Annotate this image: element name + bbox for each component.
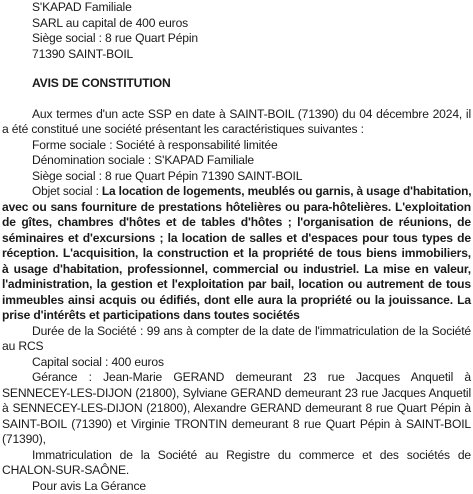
gerance-line-1: SENNECEY-LES-DIJON (21800), Sylviane GERAND demeurant 23 rue Jacques Anquetil xyxy=(2,386,471,402)
objet-line-5: à usage d'habitation, professionnel, commercial ou industriel. La mise en valeur, xyxy=(2,262,471,278)
closing-line: Pour avis La Gérance xyxy=(2,479,471,494)
field-siege: Siège social : 8 rue Quart Pépin 71390 SAINT-BOIL xyxy=(2,169,471,185)
intro-line-2: a été constitué une société présentant les caractéristiques suivantes : xyxy=(2,122,471,138)
objet-line-8: prise d'intérêts et participations dans toutes sociétés xyxy=(2,308,471,324)
company-name: S'KAPAD Familiale xyxy=(2,0,471,16)
field-denomination: Dénomination sociale : S'KAPAD Familiale xyxy=(2,153,471,169)
gerance-line-0: Gérance : Jean-Marie GERAND demeurant 23 rue Jacques Anquetil à xyxy=(2,370,471,386)
objet-label-wrap xyxy=(32,184,471,200)
objet-line-0: La location de logements, meublés ou garnis, à usage d'habitation, xyxy=(102,184,471,198)
immatriculation-line-2: CHALON-SUR-SAÔNE. xyxy=(2,463,471,479)
gerance-line-4: (71390), xyxy=(2,432,471,448)
objet-first-line xyxy=(2,184,471,200)
capital-social: Capital social : 400 euros xyxy=(2,355,471,371)
field-forme: Forme sociale : Société à responsabilité limitée xyxy=(2,138,471,154)
legal-notice xyxy=(2,0,471,494)
company-seat: Siège social : 8 rue Quart Pépin xyxy=(2,31,471,47)
intro-line-1: Aux termes d'un acte SSP en date à SAINT-BOIL (71390) du 04 décembre 2024, il xyxy=(2,107,471,123)
notice-title: AVIS DE CONSTITUTION xyxy=(2,76,471,92)
company-capital: SARL au capital de 400 euros xyxy=(2,16,471,32)
duree-line-2: au RCS xyxy=(2,339,471,355)
gerance-line-2: à SENNECEY-LES-DIJON (21800), Alexandre GERAND demeurant 8 rue Quart Pépin à xyxy=(2,401,471,417)
gerance-line-3: SAINT-BOIL (71390) et Virginie TRONTIN demeurant 8 rue Quart Pépin à SAINT-BOIL xyxy=(2,417,471,433)
duree-line-1: Durée de la Société : 99 ans à compter de la date de l'immatriculation de la Société xyxy=(2,324,471,340)
objet-line-7: immeubles ainsi acquis ou édifiés, dont elle aura la propriété ou la jouissance. La xyxy=(2,293,471,309)
objet-line-4: réception. L'acquisition, la construction et la propriété de tous biens immobiliers, xyxy=(2,246,471,262)
objet-line-1: avec ou sans fourniture de prestations hôtelières ou para-hôtelières. L'exploitation xyxy=(2,200,471,216)
objet-line-2: de gîtes, chambres d'hôtes et de tables d'hôtes ; l'organisation de réunions, de xyxy=(2,215,471,231)
immatriculation-line-1: Immatriculation de la Société au Registre du commerce et des sociétés de xyxy=(2,448,471,464)
company-city: 71390 SAINT-BOIL xyxy=(2,47,471,63)
objet-label: Objet social : xyxy=(32,184,99,198)
objet-line-3: séminaires et d'excursions ; la location de salles et d'espaces pour tous types de xyxy=(2,231,471,247)
objet-line-6: l'administration, la gestion et l'exploitation par bail, location ou autrement de tous xyxy=(2,277,471,293)
